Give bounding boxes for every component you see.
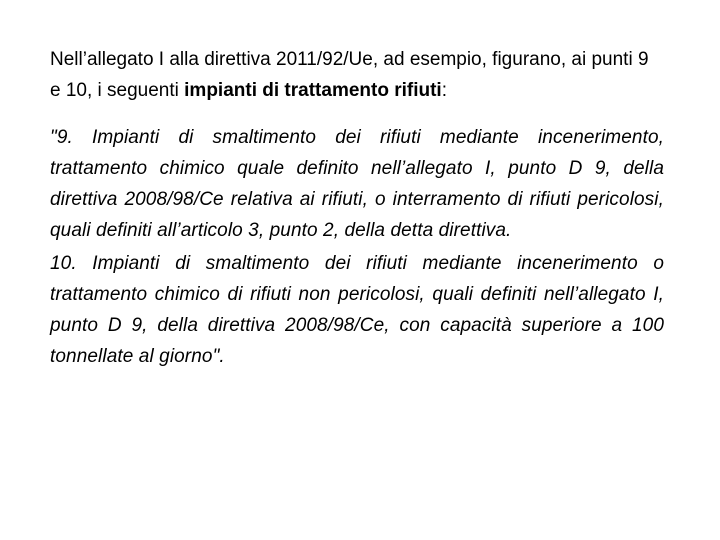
slide-body [50,44,664,372]
annex-item-10: 10. Impianti di smaltimento dei rifiuti mediante incenerimento o trattamento chimico di rifiuti non pericolosi, quali definiti nell’allegato I, punto D 9, della direttiva 2008/98/Ce, con capacità superiore a 100 tonnellate al giorno". [50,253,664,367]
intro-tail-text: : [441,80,447,101]
intro-bold-text: impianti di trattamento rifiuti [184,80,442,101]
quoted-annex-items [50,122,664,372]
annex-item-9: "9. Impianti di smaltimento dei rifiuti mediante incenerimento, trattamento chimico quale definito nell’allegato I, punto D 9, della direttiva 2008/98/Ce relativa ai rifiuti, o interramento di rifiuti pericolosi, quali definiti all’articolo 3, punto 2, della detta direttiva. [50,127,664,241]
intro-lead-text: Nell’allegato I alla direttiva 2011/92/Ue, ad esempio, figurano, ai punti 9 e 10, i seguenti [50,49,649,101]
intro-paragraph [50,44,664,106]
